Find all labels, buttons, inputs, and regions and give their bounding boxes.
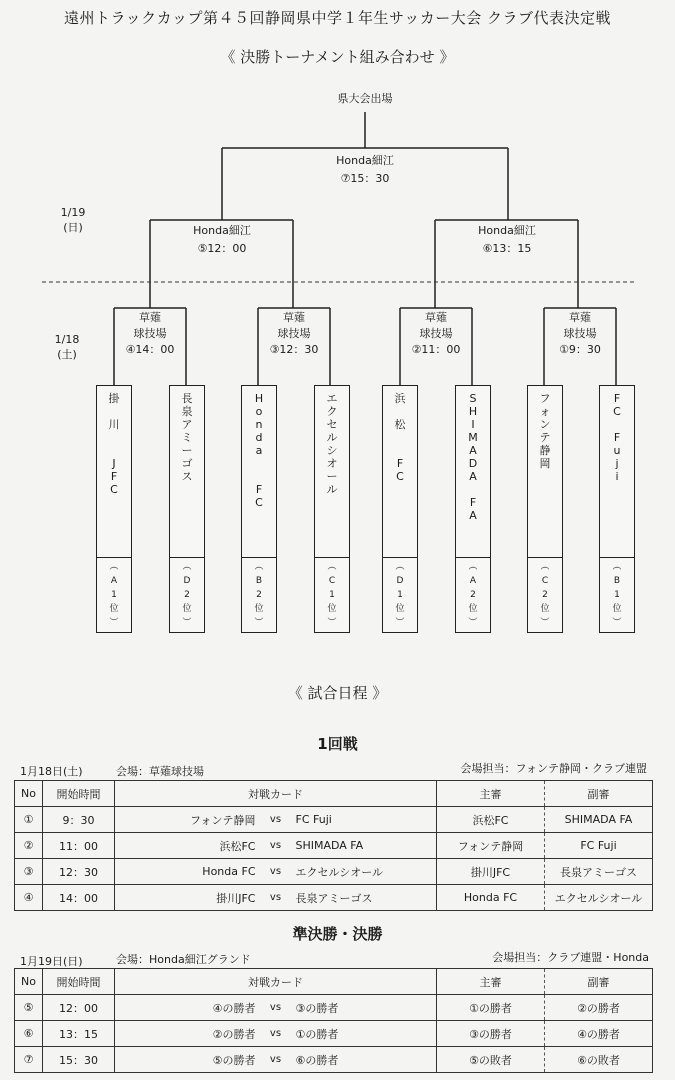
semi1-match-label: [162, 222, 282, 258]
away-team: ①の勝者: [295, 1027, 339, 1041]
final-match-label: [305, 152, 425, 188]
home-team: Honda FC: [202, 865, 256, 878]
home-team: ④の勝者: [212, 1001, 256, 1015]
home-team: 浜松FC: [219, 839, 256, 853]
team-rank-char: 2: [184, 590, 190, 600]
r1-match1-venue1: 草薙: [569, 311, 591, 324]
chief-referee: Honda FC: [437, 885, 545, 911]
team-name: [97, 392, 131, 496]
sub-referee: SHIMADA FA: [545, 807, 653, 833]
round2-heading: 準決勝・決勝: [292, 925, 383, 943]
round1-table: [14, 780, 653, 911]
semi1-venue: Honda細江: [193, 224, 251, 237]
schedule-row: [15, 859, 653, 885]
bracket-top-label: 県大会出場: [337, 92, 393, 105]
team-name-char: A: [469, 470, 477, 483]
match-card: [115, 833, 437, 859]
sub-referee: FC Fuji: [545, 833, 653, 859]
r1-match4-time: ④14：00: [125, 343, 175, 356]
day1-label: [42, 332, 92, 362]
away-team: 長泉アミーゴス: [295, 891, 373, 905]
chief-referee: ①の勝者: [437, 995, 545, 1021]
team-name-char: F: [469, 496, 477, 509]
team-name-char: ア: [181, 418, 193, 431]
day2-date: 1/19: [60, 206, 86, 219]
vs-label: vs: [269, 1054, 282, 1065]
team-rank: [97, 557, 131, 632]
team-rank-char: 2: [470, 590, 476, 600]
vs-label: vs: [269, 1002, 282, 1013]
schedule-row: [15, 885, 653, 911]
team-box: [169, 385, 205, 633]
schedule-row: [15, 807, 653, 833]
team-rank-char: D: [396, 576, 404, 586]
team-name-char: 川: [108, 418, 120, 431]
team-rank-char: ︵: [109, 562, 119, 572]
team-rank-char: ︵: [254, 562, 264, 572]
match-no: ⑦: [15, 1047, 43, 1073]
team-box: [96, 385, 132, 633]
round1-host: 会場担当：フォンテ静岡・クラブ連盟: [460, 762, 647, 775]
team-rank-char: ︶: [468, 618, 478, 628]
team-rank-char: 1: [397, 590, 403, 600]
match-no: ⑥: [15, 1021, 43, 1047]
team-rank-char: 位: [612, 604, 622, 614]
vs-label: vs: [269, 892, 282, 903]
team-name-char: F: [396, 457, 404, 470]
home-team: ⑤の勝者: [212, 1053, 256, 1067]
team-name-char: F: [613, 431, 621, 444]
r1-match3-venue1: 草薙: [283, 311, 305, 324]
day1-dow: (土): [57, 348, 77, 361]
away-team: ⑥の勝者: [295, 1053, 339, 1067]
team-name-char: i: [615, 470, 619, 483]
team-rank-char: ︵: [182, 562, 192, 572]
r1-match1-venue2: 球技場: [563, 327, 597, 340]
team-name: [170, 392, 204, 483]
team-name-char: オ: [326, 457, 338, 470]
team-rank-char: ︶: [327, 618, 337, 628]
team-name-char: ォ: [539, 405, 551, 418]
team-rank-char: A: [469, 576, 477, 586]
team-name-char: F: [613, 392, 621, 405]
team-rank-char: C: [328, 576, 336, 586]
header-start: 開始時間: [43, 781, 115, 807]
team-name: [315, 392, 349, 496]
match-card: [115, 807, 437, 833]
semi2-match-label: [447, 222, 567, 258]
team-name-char: a: [255, 444, 263, 457]
start-time: 13：15: [43, 1021, 115, 1047]
team-name-char: d: [255, 431, 263, 444]
round2-venue: 会場：Honda細江グランド: [116, 953, 251, 966]
team-rank-char: ︶: [540, 618, 550, 628]
team-name-char: [112, 405, 116, 418]
team-box: [455, 385, 491, 633]
match-card: [115, 859, 437, 885]
round2-header-row: [15, 969, 653, 995]
team-name-char: ル: [326, 483, 338, 496]
r1-match4-venue2: 球技場: [133, 327, 167, 340]
document-title: 遠州トラックカップ第４５回静岡県中学１年生サッカー大会 クラブ代表決定戦: [63, 9, 612, 27]
team-name-char: エ: [326, 392, 338, 405]
team-rank-char: B: [613, 576, 621, 586]
semi2-time: ⑥13：15: [482, 242, 532, 255]
team-name: [242, 392, 276, 509]
team-name-char: [398, 444, 402, 457]
team-rank-char: 位: [395, 604, 405, 614]
r1-match3-venue2: 球技場: [277, 327, 311, 340]
match-card: [115, 1047, 437, 1073]
r1-match2-venue1: 草薙: [425, 311, 447, 324]
r1-match2-venue2: 球技場: [419, 327, 453, 340]
round2-table: [14, 968, 653, 1073]
away-team: エクセルシオール: [295, 865, 384, 879]
team-rank-char: 1: [614, 590, 620, 600]
team-rank-char: ︶: [109, 618, 119, 628]
schedule-row: [15, 833, 653, 859]
team-name-char: 長: [181, 392, 193, 405]
team-rank-char: 位: [182, 604, 192, 614]
team-box: [314, 385, 350, 633]
team-name-char: ス: [181, 470, 193, 483]
away-team: FC Fuji: [295, 813, 332, 826]
sub-referee: ⑥の敗者: [545, 1047, 653, 1073]
final-time: ⑦15：30: [340, 172, 390, 185]
team-name-char: ン: [539, 418, 551, 431]
schedule-row: [15, 1021, 653, 1047]
bracket-subtitle: 《 決勝トーナメント組み合わせ 》: [220, 48, 455, 66]
start-time: 15：30: [43, 1047, 115, 1073]
team-name-char: ゴ: [181, 457, 193, 470]
round2-date: 1月19日(日): [20, 955, 83, 968]
match-card: [115, 1021, 437, 1047]
team-box: [241, 385, 277, 633]
sub-referee: ④の勝者: [545, 1021, 653, 1047]
vs-label: vs: [269, 840, 282, 851]
team-name-char: n: [255, 418, 263, 431]
team-name-char: [257, 470, 261, 483]
sub-referee: 長泉アミーゴス: [545, 859, 653, 885]
team-rank-char: D: [183, 576, 191, 586]
chief-referee: ③の勝者: [437, 1021, 545, 1047]
team-rank: [600, 557, 634, 632]
team-box: [382, 385, 418, 633]
round1-header-row: [15, 781, 653, 807]
team-name-char: ミ: [181, 431, 193, 444]
team-rank-char: 2: [542, 590, 548, 600]
team-name-char: ル: [326, 431, 338, 444]
team-name-char: F: [110, 470, 118, 483]
team-name-char: A: [469, 509, 477, 522]
chief-referee: フォンテ静岡: [437, 833, 545, 859]
away-team: SHIMADA FA: [295, 839, 364, 852]
team-name: [528, 392, 562, 470]
team-rank-char: ︵: [395, 562, 405, 572]
home-team: 掛川JFC: [216, 891, 256, 905]
day2-dow: (日): [63, 221, 83, 234]
team-name-char: 岡: [539, 457, 551, 470]
team-rank-char: 位: [540, 604, 550, 614]
chief-referee: ⑤の敗者: [437, 1047, 545, 1073]
semi1-time: ⑤12：00: [197, 242, 247, 255]
team-name-char: j: [615, 457, 619, 470]
sub-referee: ②の勝者: [545, 995, 653, 1021]
header-sub: 副審: [545, 969, 653, 995]
day1-date: 1/18: [54, 333, 80, 346]
vs-label: vs: [269, 866, 282, 877]
team-name-char: テ: [539, 431, 551, 444]
header-no: No: [15, 781, 43, 807]
day2-label: [48, 205, 98, 235]
chief-referee: 浜松FC: [437, 807, 545, 833]
r1-match3-time: ③12：30: [269, 343, 319, 356]
team-name-char: 松: [394, 418, 406, 431]
team-name-char: C: [396, 470, 404, 483]
r1-match3-label: [259, 310, 329, 358]
start-time: 9：30: [43, 807, 115, 833]
r1-match2-time: ②11：00: [411, 343, 461, 356]
team-name-char: J: [112, 457, 116, 470]
r1-match1-label: [545, 310, 615, 358]
team-name-char: C: [110, 483, 118, 496]
round1-date: 1月18日(土): [20, 765, 83, 778]
team-rank-char: 位: [109, 604, 119, 614]
team-name: [383, 392, 417, 483]
team-name-char: ー: [181, 444, 193, 457]
match-no: ②: [15, 833, 43, 859]
match-card: [115, 995, 437, 1021]
team-name-char: H: [468, 405, 478, 418]
header-sub: 副審: [545, 781, 653, 807]
team-rank-char: ︶: [612, 618, 622, 628]
team-rank-char: ︶: [182, 618, 192, 628]
header-no: No: [15, 969, 43, 995]
team-name-char: シ: [326, 444, 338, 457]
vs-label: vs: [269, 1028, 282, 1039]
round1-heading: 1回戦: [317, 735, 358, 753]
team-name-char: u: [613, 444, 621, 457]
r1-match4-label: [115, 310, 185, 358]
header-chief: 主審: [437, 781, 545, 807]
team-rank: [170, 557, 204, 632]
start-time: 12：00: [43, 995, 115, 1021]
team-rank-char: ︶: [254, 618, 264, 628]
match-no: ①: [15, 807, 43, 833]
team-rank-char: ︵: [540, 562, 550, 572]
match-no: ④: [15, 885, 43, 911]
team-name-char: 泉: [181, 405, 193, 418]
team-rank-char: 1: [329, 590, 335, 600]
team-name: [600, 392, 634, 483]
team-name-char: [112, 444, 116, 457]
team-rank: [315, 557, 349, 632]
team-name-char: [471, 483, 475, 496]
semi2-venue: Honda細江: [478, 224, 536, 237]
team-name-char: D: [468, 457, 478, 470]
schedule-title: 《 試合日程 》: [287, 684, 388, 702]
team-rank-char: 2: [256, 590, 262, 600]
round2-host: 会場担当：クラブ連盟・Honda: [492, 951, 649, 964]
team-rank-char: ︵: [327, 562, 337, 572]
header-card: 対戦カード: [115, 781, 437, 807]
team-name-char: ー: [326, 470, 338, 483]
start-time: 11：00: [43, 833, 115, 859]
team-name-char: ク: [326, 405, 338, 418]
home-team: ②の勝者: [212, 1027, 256, 1041]
team-rank: [242, 557, 276, 632]
team-name-char: F: [255, 483, 263, 496]
team-name-char: H: [254, 392, 264, 405]
team-name-char: o: [255, 405, 263, 418]
team-name-char: 浜: [394, 392, 406, 405]
match-no: ③: [15, 859, 43, 885]
team-rank: [456, 557, 490, 632]
sub-referee: エクセルシオール: [545, 885, 653, 911]
header-start: 開始時間: [43, 969, 115, 995]
team-rank: [383, 557, 417, 632]
vs-label: vs: [269, 814, 282, 825]
team-rank-char: ︶: [395, 618, 405, 628]
team-rank: [528, 557, 562, 632]
team-box: [599, 385, 635, 633]
team-name-char: [257, 457, 261, 470]
schedule-row: [15, 1047, 653, 1073]
round1-venue: 会場：草薙球技場: [116, 765, 204, 778]
team-rank-char: ︵: [612, 562, 622, 572]
team-name-char: [112, 431, 116, 444]
home-team: フォンテ静岡: [190, 813, 256, 827]
team-rank-char: A: [110, 576, 118, 586]
team-rank-char: 位: [468, 604, 478, 614]
start-time: 14：00: [43, 885, 115, 911]
start-time: 12：30: [43, 859, 115, 885]
team-name-char: I: [471, 418, 475, 431]
team-name-char: C: [255, 496, 263, 509]
schedule-row: [15, 995, 653, 1021]
final-venue: Honda細江: [336, 154, 394, 167]
team-rank-char: 位: [254, 604, 264, 614]
team-name-char: 静: [539, 444, 551, 457]
team-name-char: [615, 418, 619, 431]
away-team: ③の勝者: [295, 1001, 339, 1015]
match-card: [115, 885, 437, 911]
team-rank-char: ︵: [468, 562, 478, 572]
team-box: [527, 385, 563, 633]
team-name-char: 掛: [108, 392, 120, 405]
team-name-char: フ: [539, 392, 551, 405]
team-rank-char: B: [255, 576, 263, 586]
team-rank-char: 位: [327, 604, 337, 614]
r1-match2-label: [401, 310, 471, 358]
team-rank-char: C: [541, 576, 549, 586]
chief-referee: 掛川JFC: [437, 859, 545, 885]
team-name: [456, 392, 490, 522]
team-name-char: M: [468, 431, 478, 444]
team-rank-char: 1: [111, 590, 117, 600]
team-name-char: [398, 431, 402, 444]
header-card: 対戦カード: [115, 969, 437, 995]
team-name-char: S: [469, 392, 477, 405]
team-name-char: A: [469, 444, 477, 457]
team-name-char: セ: [326, 418, 338, 431]
team-name-char: [398, 405, 402, 418]
team-name-char: C: [613, 405, 621, 418]
header-chief: 主審: [437, 969, 545, 995]
match-no: ⑤: [15, 995, 43, 1021]
r1-match4-venue1: 草薙: [139, 311, 161, 324]
r1-match1-time: ①9：30: [559, 343, 601, 356]
